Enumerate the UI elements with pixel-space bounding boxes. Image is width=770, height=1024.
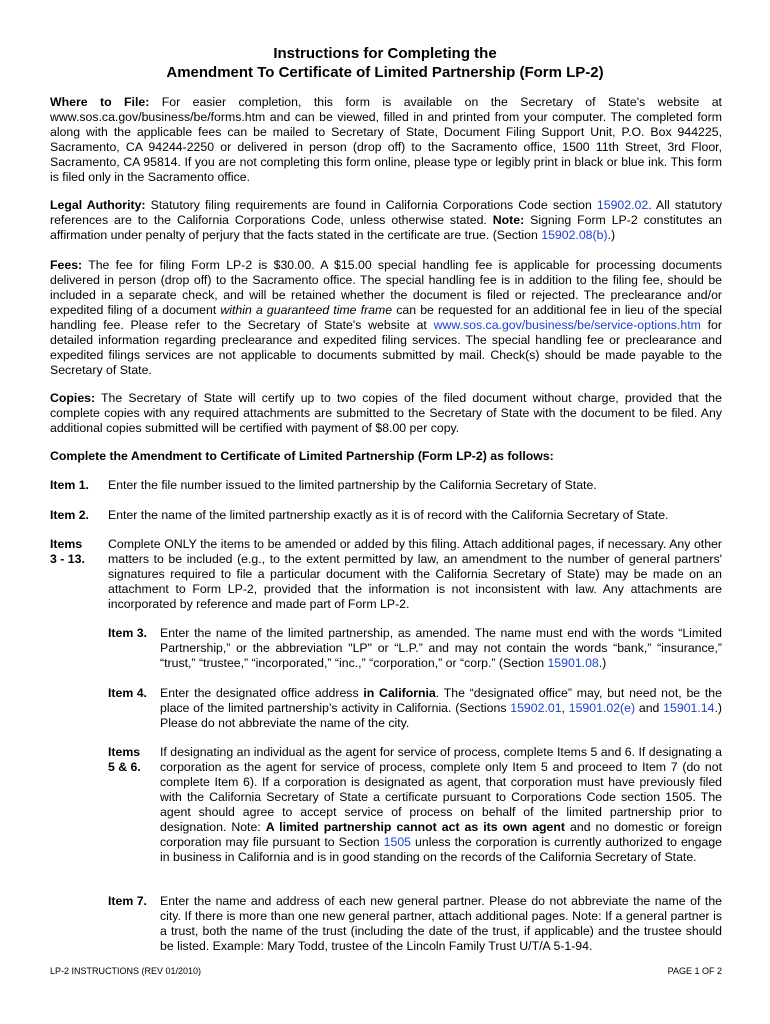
item-3-text-2: .): [598, 656, 607, 670]
page-title: [0, 44, 770, 82]
item-3-text: [160, 626, 722, 671]
items-5-6-label: [108, 745, 158, 775]
service-options-link[interactable]: www.sos.ca.gov/business/be/service-options.htm: [433, 318, 701, 332]
item-4-bold: in California: [363, 686, 436, 700]
items-3-13-label-line-1: Items: [50, 537, 83, 551]
fees-text-2: can be requested for an additional fee in lieu of the special handling fee. Please refer to the Secretary of State's website at: [50, 303, 722, 332]
item-4-sep-1: ,: [561, 701, 565, 715]
legal-authority-label: Legal Authority:: [50, 198, 146, 212]
legal-text-1: Statutory filing requirements are found in California Corporations Code section: [150, 198, 592, 212]
section-link-15901-14[interactable]: 15901.14: [663, 701, 715, 715]
title-line-1: Instructions for Completing the: [273, 45, 497, 62]
fees-section: [50, 258, 722, 378]
footer-revision: LP-2 INSTRUCTIONS (REV 01/2010): [50, 966, 202, 976]
copies-section: [50, 391, 722, 436]
item-4-text-1: Enter the designated office address: [160, 686, 359, 700]
items-5-6-text-2: and no domestic or foreign corporation may file pursuant to Section: [160, 820, 722, 849]
legal-text-4: .): [607, 228, 616, 242]
section-link-1505[interactable]: 1505: [383, 835, 412, 849]
section-link-15901-08[interactable]: 15901.08: [547, 656, 599, 670]
item-2-text: Enter the name of the limited partnership exactly as it is of record with the California Secretary of State.: [108, 508, 669, 522]
items-5-6-text: [160, 745, 722, 865]
item-2-label: Item 2.: [50, 508, 89, 522]
complete-heading: Complete the Amendment to Certificate of Limited Partnership (Form LP-2) as follows:: [50, 449, 554, 463]
fees-text-3: for detailed information regarding preclearance and expedited filing services. The special handling fee or preclearance and expedited filings services are not applicable to documents submitted by mail. Check(s) should be made payable to the Secretary of State.: [50, 318, 722, 377]
items-5-6-label-line-1: Items: [108, 745, 141, 759]
where-to-file-label: Where to File:: [50, 95, 150, 109]
copies-label: Copies:: [50, 391, 96, 405]
item-1-label: Item 1.: [50, 478, 89, 492]
item-4-text: [160, 686, 722, 731]
items-3-13-text: Complete ONLY the items to be amended or added by this filing. Attach additional pages, if necessary. Any other matters to be included (e.g., to the extent permitted by law, an amendment to the number of general partners' signatures required to file a particular document with the California Secretary of State) may be made on an attachment to Form LP-2, provided that the information is not inconsistent with law. Any attachments are incorporated by reference and made part of Form LP-2.: [108, 537, 722, 611]
footer-page-number: PAGE 1 OF 2: [667, 966, 722, 976]
item-3-label: Item 3.: [108, 626, 147, 640]
fees-italic: within a guaranteed time frame: [220, 303, 393, 317]
items-5-6-label-line-2: 5 & 6.: [108, 760, 141, 774]
item-4-label: Item 4.: [108, 686, 147, 700]
section-link-15902-08b[interactable]: 15902.08(b): [541, 228, 608, 242]
items-3-13-label-line-2: 3 - 13.: [50, 552, 85, 566]
title-line-2: Amendment To Certificate of Limited Partnership (Form LP-2): [166, 64, 604, 81]
section-link-15901-02e[interactable]: 15901.02(e): [568, 701, 636, 715]
legal-text-2: . All statutory references are to the California Corporations Code, unless otherwise stated.: [50, 198, 722, 227]
item-7-text: Enter the name and address of each new general partner. Please do not abbreviate the name of the city. If there is more than one new general partner, attach additional pages. Note: If a general partner is a trust, both the name of the trust (including the date of the trust, if applicable) and the trustee should be listed. Example: Mary Todd, trustee of the Lincoln Family Trust U/T/A 5-1-94.: [160, 894, 722, 953]
item-4-sep-2: and: [638, 701, 660, 715]
items-5-6-text-3: unless the corporation is currently authorized to engage in business in California and is in good standing on the records of the California Secretary of State.: [160, 835, 722, 864]
fees-label: Fees:: [50, 258, 83, 272]
item-4-text-2: . The “designated office” may, but need not, be the place of the limited partnership’s activity in California. (Sections: [160, 686, 722, 715]
items-5-6-text-1: If designating an individual as the agent for service of process, complete Items 5 and 6. If designating a corporation as the agent for service of process, complete only Item 5 and proceed to Item 7 (do not complete Item 6). If a corporation is designated as agent, that corporation must have previously filed with the California Secretary of State a certificate pursuant to Corporations Code section 1505. The agent should agree to accept service of process on behalf of the limited partnership prior to designation. Note:: [160, 745, 722, 834]
copies-text: The Secretary of State will certify up to two copies of the filed document without charge, provided that the complete copies with any required attachments are submitted to the Secretary of State with the document to be filed. Any additional copies submitted will be certified with payment of $8.00 per copy.: [50, 391, 722, 435]
section-link-15902-01[interactable]: 15902.01: [510, 701, 562, 715]
section-link-15902-02[interactable]: 15902.02: [596, 198, 649, 212]
items-3-13-label: [50, 537, 102, 567]
legal-text-3: Signing Form LP-2 constitutes an affirmation under penalty of perjury that the facts stated in the certificate are true. (Section: [50, 213, 723, 242]
where-to-file-text: For easier completion, this form is available on the Secretary of State's website at www.sos.ca.gov/business/be/forms.htm and can be viewed, filled in and printed from your computer. The completed form along with the applicable fees can be mailed to Secretary of State, Document Filing Support Unit, P.O. Box 944225, Sacramento, CA 94244-2250 or delivered in person (drop off) to the Sacramento office, 1500 11th Street, 3rd Floor, Sacramento, CA 95814. If you are not completing this form online, please type or legibly print in black or blue ink. This form is filed only in the Sacramento office.: [50, 95, 722, 184]
where-to-file-section: [50, 95, 722, 185]
items-5-6-bold: A limited partnership cannot act as its own agent: [265, 820, 565, 834]
item-3-text-1: Enter the name of the limited partnership, as amended. The name must end with the words “Limited Partnership,” or the abbreviation "LP" or “L.P.” and may not contain the words “bank,” “insurance,” “trust,” “trustee,” “incorporated,” “inc.,” “corporation,” or “corp.” (Section: [160, 626, 722, 670]
item-1-text: Enter the file number issued to the limited partnership by the California Secretary of State.: [108, 478, 597, 492]
item-4-text-3: .) Please do not abbreviate the name of the city.: [160, 701, 722, 730]
note-label: Note:: [492, 213, 525, 227]
legal-authority-section: [50, 198, 722, 243]
item-7-label: Item 7.: [108, 894, 147, 908]
fees-text-1: The fee for filing Form LP-2 is $30.00. A $15.00 special handling fee is applicable for processing documents delivered in person (drop off) to the Sacramento office. The special handling fee is in addition to the filing fee, should be included in a separate check, and will be retained whether the document is filed or rejected. The preclearance and/or expedited filing of a document: [50, 258, 722, 317]
